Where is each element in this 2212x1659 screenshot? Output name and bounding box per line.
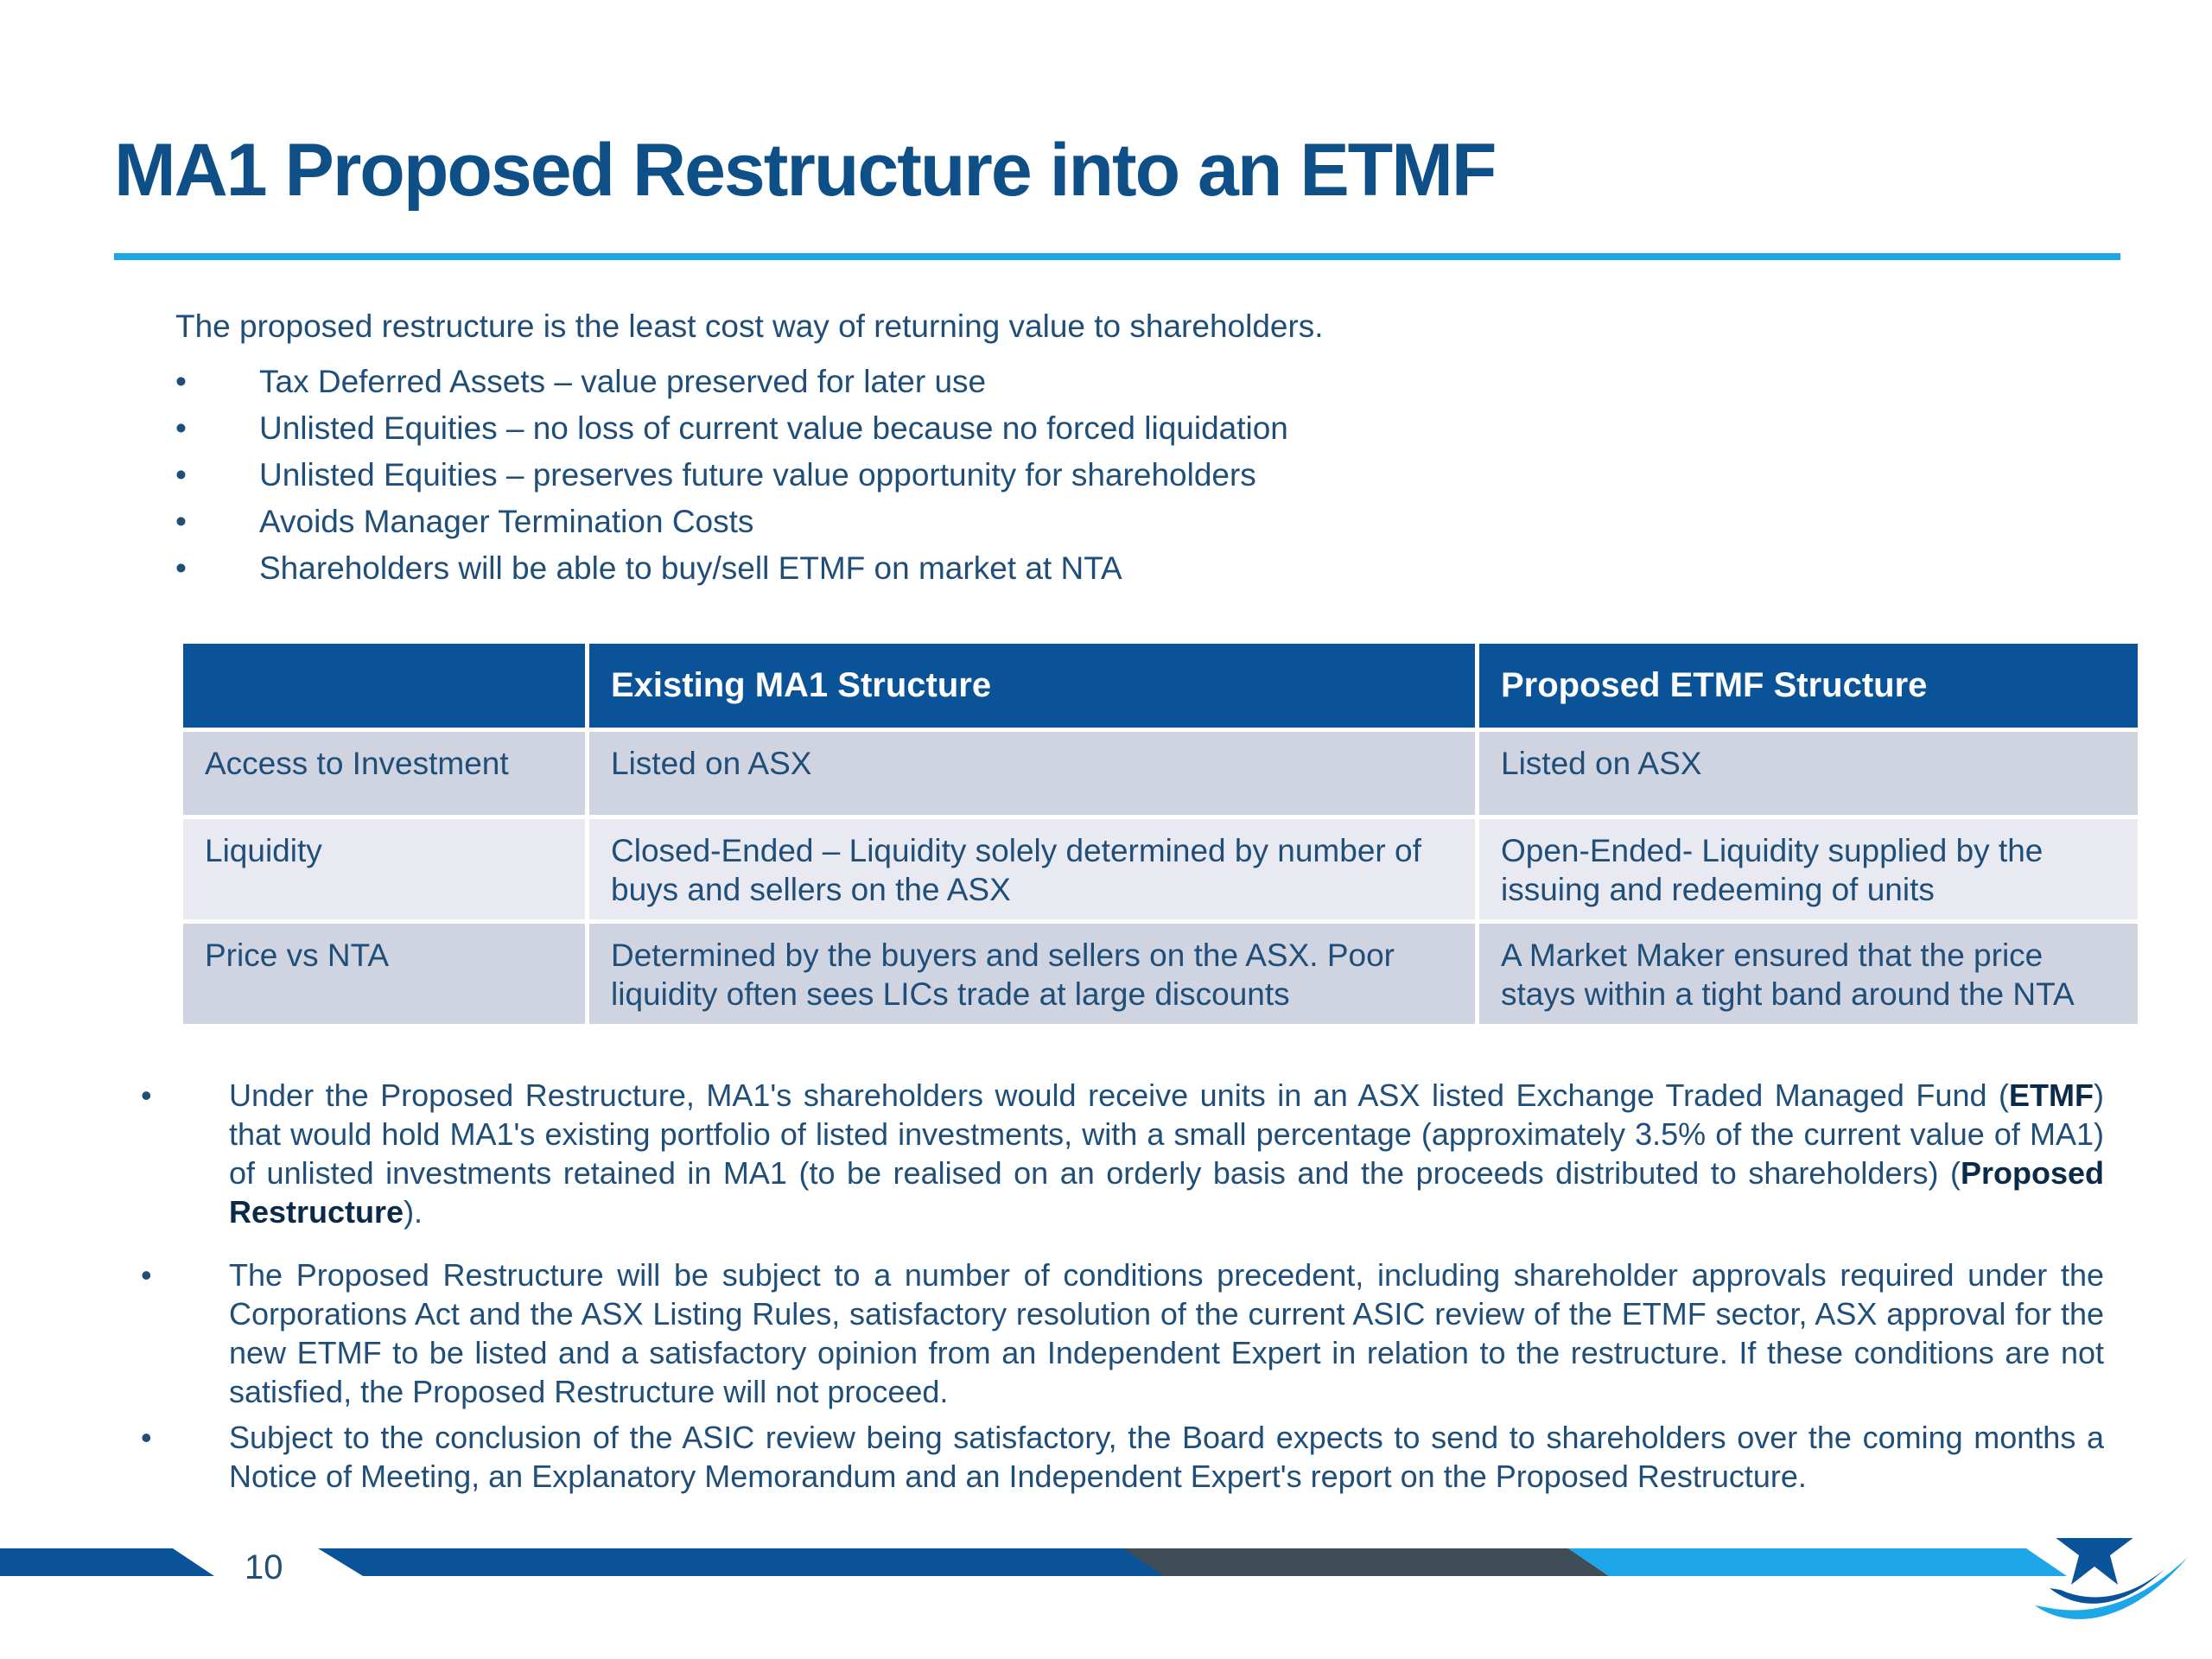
header-cell-existing: Existing MA1 Structure — [589, 644, 1475, 728]
bullet-glyph: • — [175, 364, 187, 399]
intro-bullet-list — [175, 362, 2076, 588]
paragraph-text: The Proposed Restructure will be subject to a number of conditions precedent, including shareholder approvals required under the Corporations Act and the ASX Listing Rules, satisfactory resolution of the current ASIC review of the ETMF sector, ASX approval for the new ETMF to be listed and a satisfactory opinion from an Independent Expert in relation to the restructure. If these conditions are not satisfied, the Proposed Restructure will not proceed. — [229, 1257, 2104, 1409]
list-item — [175, 362, 2076, 402]
bullet-glyph: • — [175, 550, 187, 586]
footer-navy-stripe-main — [318, 1548, 1185, 1576]
list-item — [175, 409, 2076, 448]
row-label: Price vs NTA — [183, 924, 585, 1024]
footer-grey-stripe — [1123, 1548, 1609, 1576]
intro-section — [175, 307, 2076, 595]
bullet-glyph: • — [141, 1077, 152, 1113]
existing-cell: Closed-Ended – Liquidity solely determined by number of buys and sellers on the ASX — [589, 819, 1475, 919]
bullet-glyph: • — [175, 457, 187, 493]
existing-cell: Determined by the buyers and sellers on the ASX. Poor liquidity often sees LICs trade at large discounts — [589, 924, 1475, 1024]
star-swoosh-logo-icon — [2035, 1538, 2188, 1619]
header-cell-empty — [183, 644, 585, 728]
body-paragraph — [141, 1418, 2104, 1496]
proposed-cell: Listed on ASX — [1479, 732, 2138, 815]
body-section — [141, 1076, 2104, 1496]
table-header-row — [183, 644, 2138, 728]
table-row — [183, 732, 2138, 815]
row-label: Access to Investment — [183, 732, 585, 815]
list-item — [175, 549, 2076, 588]
list-item-text: Tax Deferred Assets – value preserved for later use — [259, 364, 987, 399]
list-item-text: Shareholders will be able to buy/sell ETMF on market at NTA — [259, 550, 1122, 586]
list-item — [175, 502, 2076, 542]
page-number: 10 — [245, 1548, 283, 1586]
slide-title: MA1 Proposed Restructure into an ETMF — [114, 129, 1496, 212]
footer-bar — [0, 1538, 2212, 1659]
body-paragraph — [141, 1076, 2104, 1231]
comparison-table — [179, 639, 2142, 1028]
existing-cell: Listed on ASX — [589, 732, 1475, 815]
bold-term: Proposed Restructure — [229, 1155, 2104, 1230]
title-underline — [114, 253, 2120, 260]
intro-lead: The proposed restructure is the least cost way of returning value to shareholders. — [175, 308, 1324, 344]
paragraph-text: ) that would hold MA1's existing portfolio of listed investments, with a small percentage (approximately 3.5% of the current value of MA1) of unlisted investments retained in MA1 (to be realised on an orderly basis and the proceeds distributed to shareholders) ( — [229, 1077, 2104, 1191]
list-item — [175, 455, 2076, 495]
header-cell-proposed: Proposed ETMF Structure — [1479, 644, 2138, 728]
list-item-text: Unlisted Equities – preserves future value opportunity for shareholders — [259, 457, 1256, 493]
list-item-text: Avoids Manager Termination Costs — [259, 504, 754, 539]
paragraph-text: ). — [404, 1194, 423, 1230]
footer-navy-stripe-left — [0, 1548, 214, 1576]
bullet-glyph: • — [141, 1257, 152, 1293]
table-row — [183, 924, 2138, 1024]
paragraph-text: Subject to the conclusion of the ASIC review being satisfactory, the Board expects to send to shareholders over the coming months a Notice of Meeting, an Explanatory Memorandum and an Independent Expert's report on the Proposed Restructure. — [229, 1420, 2104, 1494]
list-item-text: Unlisted Equities – no loss of current value because no forced liquidation — [259, 410, 1288, 446]
bullet-glyph: • — [141, 1420, 152, 1455]
row-label: Liquidity — [183, 819, 585, 919]
bullet-glyph: • — [175, 410, 187, 446]
footer-lightblue-stripe — [1568, 1548, 2067, 1576]
bullet-glyph: • — [175, 504, 187, 539]
bold-term: ETMF — [2009, 1077, 2094, 1113]
proposed-cell: A Market Maker ensured that the price stays within a tight band around the NTA — [1479, 924, 2138, 1024]
body-paragraph — [141, 1255, 2104, 1411]
proposed-cell: Open-Ended- Liquidity supplied by the issuing and redeeming of units — [1479, 819, 2138, 919]
paragraph-text: Under the Proposed Restructure, MA1's shareholders would receive units in an ASX listed Exchange Traded Managed Fund ( — [229, 1077, 2010, 1113]
table-row — [183, 819, 2138, 919]
